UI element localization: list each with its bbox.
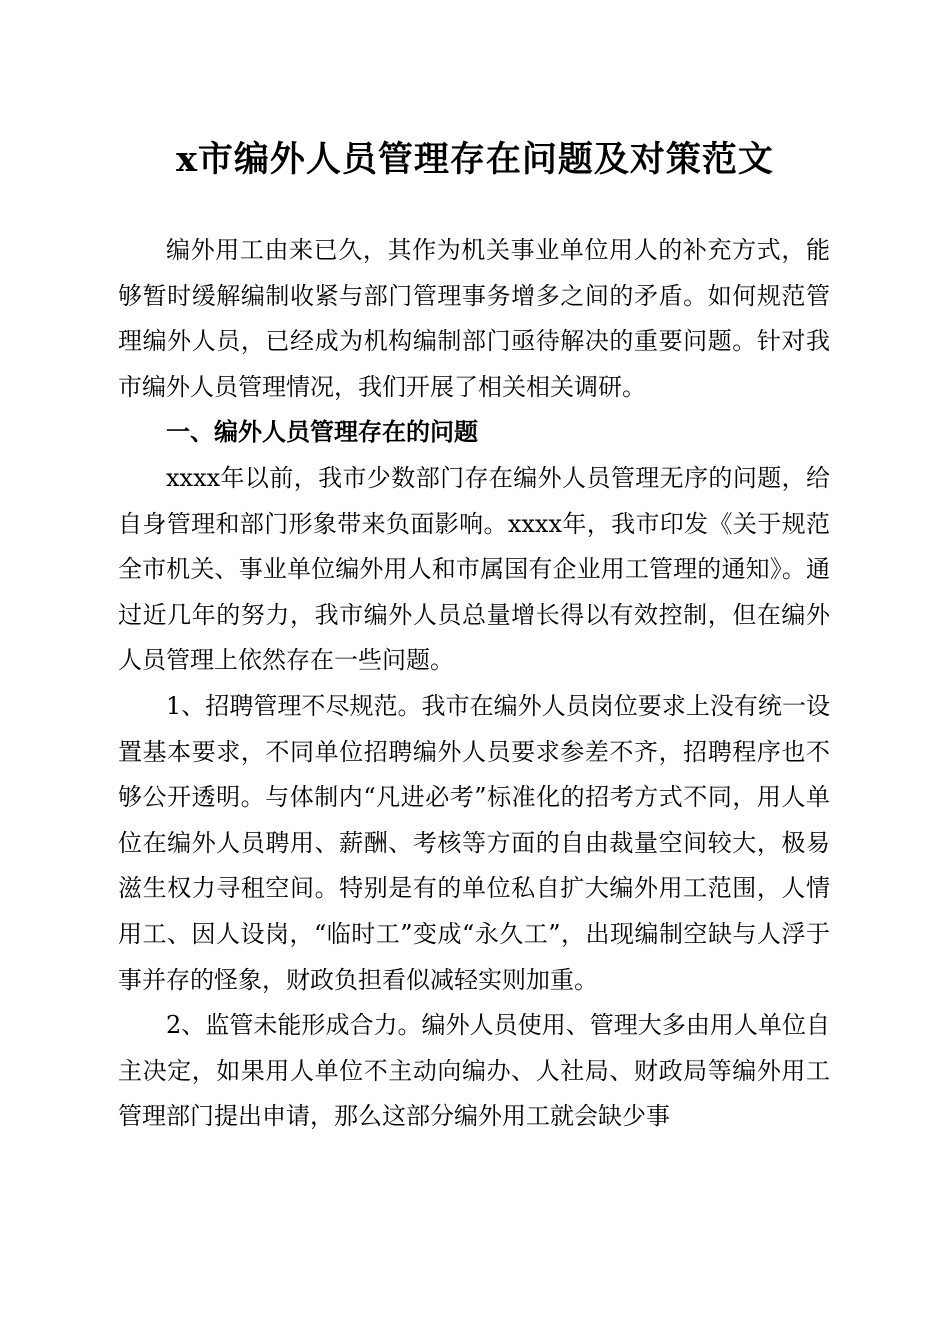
- document-body: [118, 228, 830, 1140]
- body-paragraph: 1、招聘管理不尽规范。我市在编外人员岗位要求上没有统一设置基本要求，不同单位招聘编外人员要求参差不齐，招聘程序也不够公开透明。与体制内“凡进必考”标准化的招考方式不同，用人单位在编外人员聘用、薪酬、考核等方面的自由裁量空间较大，极易滋生权力寻租空间。特别是有的单位私自扩大编外用工范围，人情用工、因人设岗，“临时工”变成“永久工”，出现编制空缺与人浮于事并存的怪象，财政负担看似减轻实则加重。: [118, 691, 830, 994]
- body-paragraph: xxxx年以前，我市少数部门存在编外人员管理无序的问题，给自身管理和部门形象带来负面影响。xxxx年，我市印发《关于规范全市机关、事业单位编外用人和市属国有企业用工管理的通知》。通过近几年的努力，我市编外人员总量增长得以有效控制，但在编外人员管理上依然存在一些问题。: [118, 463, 830, 675]
- body-paragraph: 2、监管未能形成合力。编外人员使用、管理大多由用人单位自主决定，如果用人单位不主动向编办、人社局、财政局等编外用工管理部门提出申请，那么这部分编外用工就会缺少事: [118, 1011, 830, 1131]
- document-title: x市编外人员管理存在问题及对策范文: [176, 139, 774, 180]
- intro-paragraph: 编外用工由来已久，其作为机关事业单位用人的补充方式，能够暂时缓解编制收紧与部门管理事务增多之间的矛盾。如何规范管理编外人员，已经成为机构编制部门亟待解决的重要问题。针对我市编外人员管理情况，我们开展了相关相关调研。: [118, 236, 830, 401]
- section-heading: 一、编外人员管理存在的问题: [166, 418, 478, 447]
